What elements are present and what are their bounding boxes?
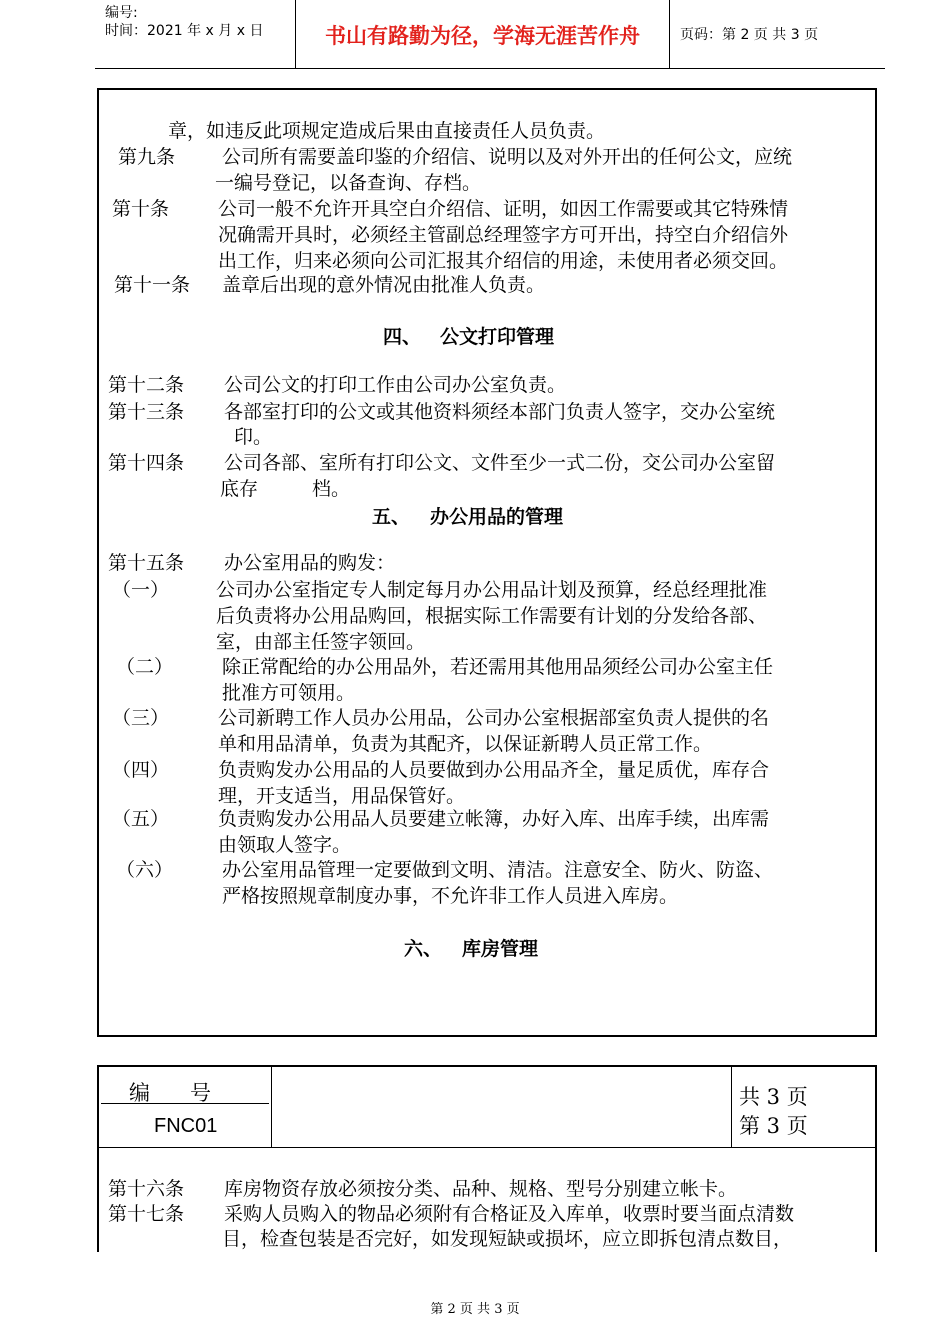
text-line: 各部室打印的公文或其他资料须经本部门负责人签字，交办公室统: [224, 401, 776, 423]
article-label: 第十四条: [108, 452, 185, 474]
text-line: 负责购发办公用品的人员要做到办公用品齐全，量足质优，库存合: [218, 759, 770, 781]
text-line: 目，检查包装是否完好，如发现短缺或损坏，应立即拆包清点数目，: [222, 1228, 793, 1250]
page-footer: 第 2 页 共 3 页: [430, 1302, 520, 1317]
text-line: 除正常配给的办公用品外，若还需用其他用品须经公司办公室主任: [222, 656, 774, 678]
header-meta: [105, 4, 263, 40]
text-line: 后负责将办公用品购回，根据实际工作需要有计划的分发给各部、: [216, 605, 768, 627]
document-code: FNC01: [154, 1115, 218, 1137]
section-number: 四、: [383, 326, 422, 348]
section-title: 办公用品的管理: [430, 506, 564, 528]
section-title: 公文打印管理: [440, 326, 555, 348]
text-line: 一编号登记，以备查询、存档。: [215, 172, 482, 194]
header-motto: 书山有路勤为径，学海无涯苦作舟: [325, 24, 640, 48]
article-label: 第十六条: [108, 1178, 185, 1200]
text-line: 公司一般不允许开具空白介绍信、证明，如因工作需要或其它特殊情: [218, 198, 789, 220]
article-label: 第十五条: [108, 552, 185, 574]
article-label: 第十七条: [108, 1203, 185, 1225]
text-line: 公司所有需要盖印鉴的介绍信、说明以及对外开出的任何公文，应统: [222, 146, 793, 168]
text-line: 办公室用品的购发：: [224, 552, 396, 574]
article-label: 第十二条: [108, 374, 185, 396]
text-line: 盖章后出现的意外情况由批准人负责。: [222, 274, 546, 296]
section-title: 库房管理: [462, 938, 539, 960]
item-label: （三）: [112, 707, 170, 729]
header-page-info: 页码：第 2 页 共 3 页: [680, 27, 819, 43]
table-divider: [731, 1067, 732, 1147]
page-header: [95, 0, 885, 69]
number-label: 编号:: [105, 5, 138, 21]
text-line: 批准方可领用。: [222, 682, 356, 704]
text-line: 公司办公室指定专人制定每月办公用品计划及预算，经总经理批准: [216, 579, 768, 601]
text-line: 况确需开具时，必须经主管副总经理签字方可开出，持空白介绍信外: [218, 224, 789, 246]
article-label: 第九条: [118, 146, 176, 168]
text-line: 由领取人签字。: [218, 834, 352, 856]
text-line: 室，由部主任签字领回。: [216, 631, 426, 653]
item-label: （五）: [112, 808, 170, 830]
text-line: 底存: [220, 478, 259, 500]
text-line: 办公室用品管理一定要做到文明、清洁。注意安全、防火、防盗、: [222, 859, 774, 881]
table-divider: [99, 1147, 875, 1148]
time-label: 时间：2021 年 x 月 x 日: [105, 23, 264, 39]
section-number: 六、: [404, 938, 443, 960]
text-line: 采购人员购入的物品必须附有合格证及入库单，收票时要当面点清数: [224, 1203, 795, 1225]
text-line: 公司公文的打印工作由公司办公室负责。: [224, 374, 567, 396]
text-line: 章，如违反此项规定造成后果由直接责任人员负责。: [168, 120, 606, 142]
article-label: 第十一条: [114, 274, 191, 296]
item-label: （六）: [116, 859, 174, 881]
text-line: 单和用品清单，负责为其配齐，以保证新聘人员正常工作。: [218, 733, 713, 755]
text-line: 出工作，归来必须向公司汇报其介绍信的用途，未使用者必须交回。: [218, 250, 789, 272]
table-divider: [271, 1067, 272, 1147]
section-number: 五、: [372, 506, 411, 528]
item-label: （四）: [112, 759, 170, 781]
header-divider: [669, 0, 670, 68]
text-line: 公司各部、室所有打印公文、文件至少一式二份，交公司办公室留: [224, 452, 776, 474]
text-line: 负责购发办公用品人员要建立帐簿，办好入库、出库手续，出库需: [218, 808, 770, 830]
article-label: 第十条: [112, 198, 170, 220]
item-label: （二）: [116, 656, 174, 678]
text-line: 严格按照规章制度办事，不允许非工作人员进入库房。: [222, 885, 679, 907]
item-label: （一）: [112, 579, 170, 601]
text-line: 印。: [234, 426, 273, 448]
text-line: 理，开支适当，用品保管好。: [218, 785, 466, 807]
text-line: 库房物资存放必须按分类、品种、规格、型号分别建立帐卡。: [224, 1178, 738, 1200]
article-label: 第十三条: [108, 401, 185, 423]
current-page: 第 3 页: [739, 1114, 808, 1138]
text-line: 档。: [312, 478, 351, 500]
total-pages: 共 3 页: [739, 1085, 808, 1109]
bianhao-label: 编号: [129, 1081, 251, 1105]
text-line: 公司新聘工作人员办公用品，公司办公室根据部室负责人提供的名: [218, 707, 770, 729]
